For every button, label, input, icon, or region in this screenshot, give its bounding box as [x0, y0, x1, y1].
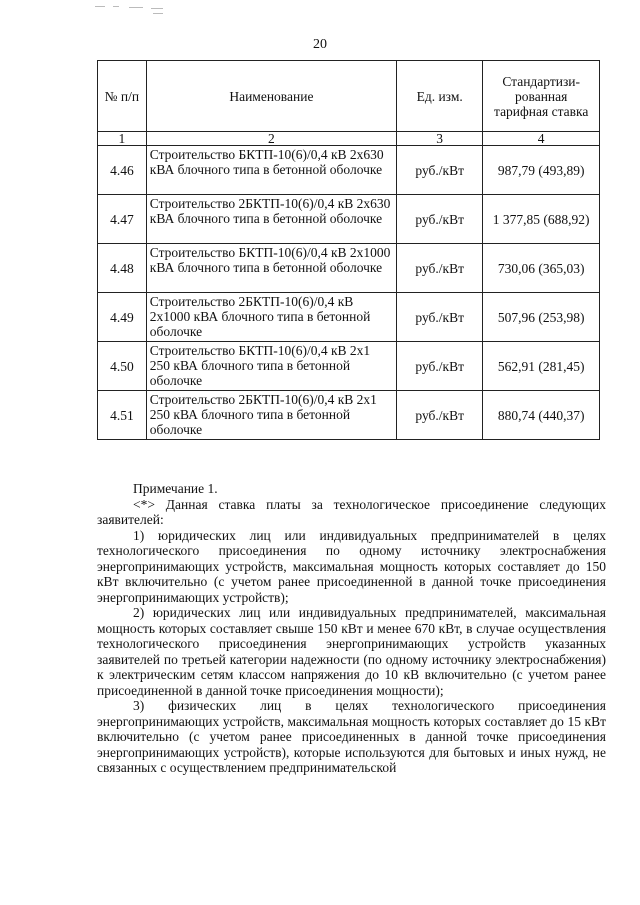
row-num: 4.50 — [98, 342, 147, 391]
table-row — [98, 342, 600, 391]
row-name: Строительство 2БКТП-10(6)/0,4 кВ 2х1 250 кВА блочного типа в бетонной оболочке — [146, 391, 396, 440]
row-name: Строительство БКТП-10(6)/0,4 кВ 2х1 250 кВА блочного типа в бетонной оболочке — [146, 342, 396, 391]
table-header-row — [98, 61, 600, 132]
row-unit: руб./кВт — [397, 293, 483, 342]
tariff-table — [97, 60, 600, 440]
table-row — [98, 146, 600, 195]
row-unit: руб./кВт — [397, 244, 483, 293]
scan-artifact-marks — [95, 4, 215, 18]
row-rate: 987,79 (493,89) — [483, 146, 600, 195]
row-num: 4.51 — [98, 391, 147, 440]
column-number: 3 — [397, 132, 483, 146]
row-rate: 562,91 (281,45) — [483, 342, 600, 391]
column-number: 2 — [146, 132, 396, 146]
row-rate: 880,74 (440,37) — [483, 391, 600, 440]
page-number: 20 — [313, 37, 327, 52]
row-unit: руб./кВт — [397, 391, 483, 440]
row-unit: руб./кВт — [397, 342, 483, 391]
row-name: Строительство БКТП-10(6)/0,4 кВ 2х1000 кВА блочного типа в бетонной оболочке — [146, 244, 396, 293]
row-name: Строительство 2БКТП-10(6)/0,4 кВ 2х1000 кВА блочного типа в бетонной оболочке — [146, 293, 396, 342]
column-number: 1 — [98, 132, 147, 146]
row-rate: 730,06 (365,03) — [483, 244, 600, 293]
row-num: 4.48 — [98, 244, 147, 293]
notes-intro: <*> Данная ставка платы за технологическое присоединение следующих заявителей: — [97, 496, 606, 527]
row-name: Строительство 2БКТП-10(6)/0,4 кВ 2х630 кВА блочного типа в бетонной оболочке — [146, 195, 396, 244]
row-unit: руб./кВт — [397, 146, 483, 195]
header-name: Наименование — [146, 61, 396, 132]
row-rate: 507,96 (253,98) — [483, 293, 600, 342]
row-num: 4.46 — [98, 146, 147, 195]
notes-item: 3) физических лиц в целях технологического присоединения энергопринимающих устройств, максимальная мощность которых составляет до 15 кВт включительно (с учетом ранее присоединенных в данной точке присоединения энергопринимающих устройств), которые используются для бытовых и иных нужд, не связанных с осуществлением предпринимательской — [97, 698, 606, 775]
row-rate: 1 377,85 (688,92) — [483, 195, 600, 244]
table-row — [98, 244, 600, 293]
table-row — [98, 391, 600, 440]
notes-title: Примечание 1. — [133, 481, 218, 496]
column-number: 4 — [483, 132, 600, 146]
header-num: № п/п — [98, 61, 147, 132]
table-row — [98, 293, 600, 342]
table-row — [98, 195, 600, 244]
notes-item: 2) юридических лиц или индивидуальных предпринимателей, максимальная мощность которых составляет свыше 150 кВт и менее 670 кВт, в случае осуществления технологического присоединения энергопринимающих устройств указанных заявителей по третьей категории надежности (по одному источнику электроснабжения) к электрическим сетям классом напряжения до 10 кВ включительно (с учетом ранее присоединенной в данной точке присоединения мощности); — [97, 605, 606, 698]
notes-item: 1) юридических лиц или индивидуальных предпринимателей в целях технологического присоединения по одному источнику электроснабжения энергопринимающих устройств, максимальная мощность которых составляет до 150 кВт включительно (с учетом ранее присоединенной в данной точке присоединения энергопринимающих устройств); — [97, 527, 606, 605]
header-unit: Ед. изм. — [397, 61, 483, 132]
header-rate: Стандартизи-рованная тарифная ставка — [483, 61, 600, 132]
row-unit: руб./кВт — [397, 195, 483, 244]
row-num: 4.47 — [98, 195, 147, 244]
notes-section — [97, 481, 606, 776]
column-number-row — [98, 132, 600, 146]
row-num: 4.49 — [98, 293, 147, 342]
row-name: Строительство БКТП-10(6)/0,4 кВ 2х630 кВА блочного типа в бетонной оболочке — [146, 146, 396, 195]
